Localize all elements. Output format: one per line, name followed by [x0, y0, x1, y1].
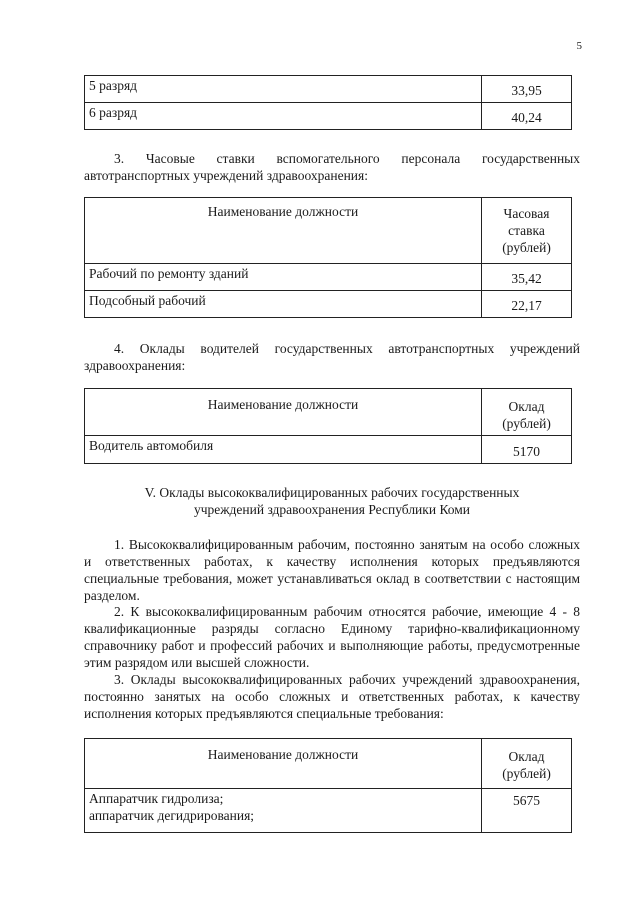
section-title	[84, 485, 580, 519]
row-value: 22,17	[482, 291, 572, 318]
header-line: (рублей)	[502, 415, 551, 431]
table-row	[85, 76, 572, 103]
table-row	[85, 264, 572, 291]
row-name-line: Аппаратчик гидролиза;	[89, 791, 224, 806]
row-name: Рабочий по ремонту зданий	[85, 264, 482, 291]
row-value: 33,95	[482, 76, 572, 103]
row-value: 35,42	[482, 264, 572, 291]
table-row	[85, 789, 572, 833]
header-line: Оклад	[508, 399, 545, 414]
table-header	[85, 198, 572, 264]
header-line: Оклад	[508, 749, 545, 764]
column-header-name: Наименование должности	[85, 389, 482, 436]
row-value: 5170	[482, 435, 572, 463]
row-name: Водитель автомобиля	[85, 435, 482, 463]
table-header	[85, 389, 572, 436]
header-line: (рублей)	[502, 765, 551, 781]
table-row	[85, 435, 572, 463]
column-header-name: Наименование должности	[85, 739, 482, 789]
row-name	[85, 789, 482, 833]
title-line: V. Оклады высококвалифицированных рабочих государственных	[144, 485, 520, 500]
table-row	[85, 103, 572, 130]
column-header-name: Наименование должности	[85, 198, 482, 264]
table-row	[85, 291, 572, 318]
column-header-rate	[482, 198, 572, 264]
row-name: 5 разряд	[85, 76, 482, 103]
section-v-paragraph-3: 3. Оклады высококвалифицированных рабочих учреждений здравоохранения, постоянно занятых на особо сложных и ответственных работах, к качеству исполнения которых предъявляются специальные требования:	[84, 672, 580, 721]
table-header	[85, 739, 572, 789]
section4-text: 4. Оклады водителей государственных автотранспортных учреждений здравоохранения:	[84, 341, 580, 373]
header-line: Часовая	[503, 206, 550, 221]
row-name: 6 разряд	[85, 103, 482, 130]
hourly-rate-table	[84, 197, 572, 318]
section-v-paragraph-2: 2. К высококвалифицированным рабочим относятся рабочие, имеющие 4 - 8 квалификационные разряды согласно Единому тарифно-квалификационному справочнику работ и профессий рабочих и выполняющие работы, предусмотренные этим разрядом или высшей сложности.	[84, 604, 580, 670]
row-value: 40,24	[482, 103, 572, 130]
row-value: 5675	[482, 789, 572, 833]
column-header-salary	[482, 389, 572, 436]
title-line: учреждений здравоохранения Республики Коми	[193, 501, 471, 517]
row-name-line: аппаратчик дегидрирования;	[89, 807, 255, 823]
row-name: Подсобный рабочий	[85, 291, 482, 318]
skilled-worker-salary-table	[84, 738, 572, 833]
header-line: (рублей)	[502, 239, 551, 255]
page-number: 5	[576, 40, 582, 52]
driver-salary-table	[84, 388, 572, 464]
section-v-paragraph-1: 1. Высококвалифицированным рабочим, постоянно занятым на особо сложных и ответственных работах, к качеству исполнения которых предъявляются специальные требования, может устанавливаться оклад в соответствии с настоящим разделом.	[84, 537, 580, 603]
section3-text: 3. Часовые ставки вспомогательного персонала государственных автотранспортных учреждений здравоохранения:	[84, 151, 580, 183]
grade-table	[84, 75, 572, 130]
column-header-salary	[482, 739, 572, 789]
header-line: ставка	[508, 222, 545, 238]
